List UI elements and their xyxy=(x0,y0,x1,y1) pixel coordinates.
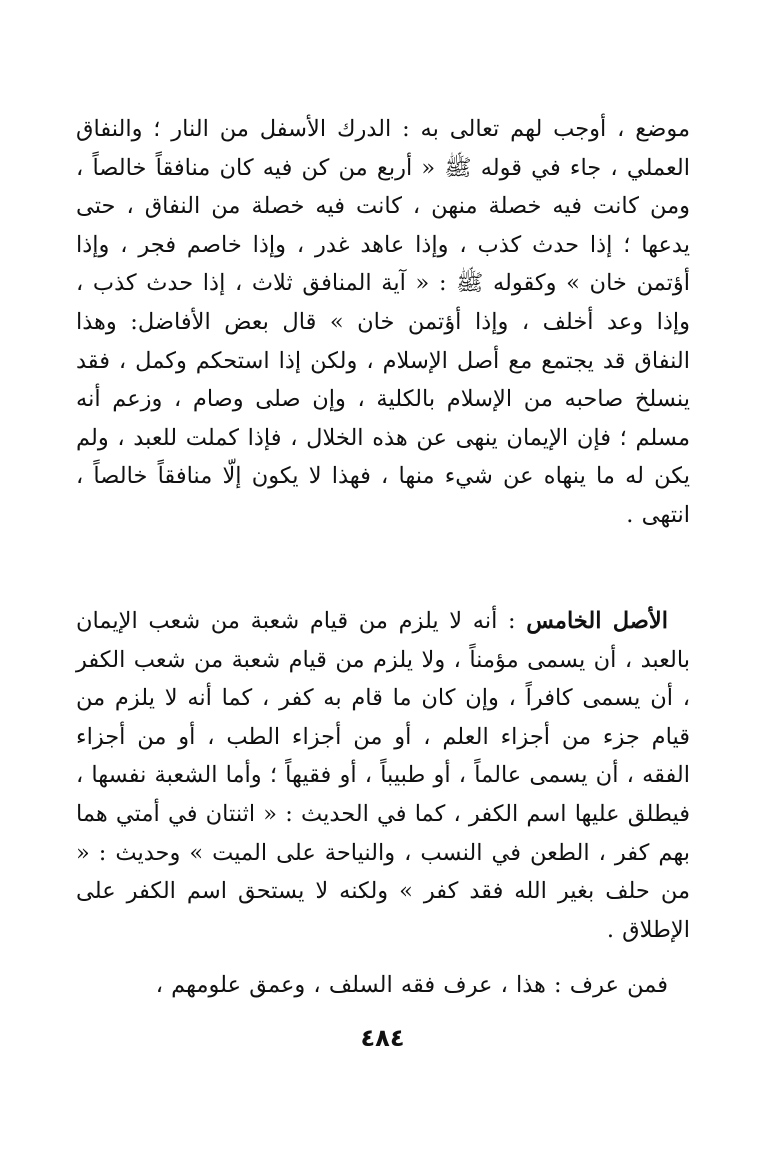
paragraph-body: : أنه لا يلزم من قيام شعبة من شعب الإيمان بالعبد ، أن يسمى مؤمناً ، ولا يلزم من قيام شعبة من شعب الكفر ، أن يسمى كافراً ، وإن كان ما قام به كفر ، كما أنه لا يلزم من قيام جزء من أجزاء العلم ، أو من أجزاء الطب ، أو من أجزاء الفقه ، أن يسمى عالماً ، أو طبيباً ، أو فقيهاً ؛ وأما الشعبة نفسها ، فيطلق عليها اسم الكفر ، كما في الحديث : « اثنتان في أمتي هما بهم كفر ، الطعن في النسب ، والنياحة على الميت » وحديث : « من حلف بغير الله فقد كفر » ولكنه لا يستحق اسم الكفر على الإطلاق . xyxy=(76,608,690,943)
paragraph-hypocrisy xyxy=(76,110,690,535)
paragraph-text xyxy=(76,602,690,949)
paragraph-fifth-principle xyxy=(76,602,690,949)
paragraph-conclusion xyxy=(76,966,690,1005)
paragraph-text: موضع ، أوجب لهم تعالى به : الدرك الأسفل من النار ؛ والنفاق العملي ، جاء في قوله ﷺ « أربع من كن فيه كان منافقاً خالصاً ، ومن كانت فيه خصلة منهن ، كانت فيه خصلة من النفاق ، حتى يدعها ؛ إذا حدث كذب ، وإذا عاهد غدر ، وإذا خاصم فجر ، وإذا أؤتمن خان » وكقوله ﷺ : « آية المنافق ثلاث ، إذا حدث كذب ، وإذا وعد أخلف ، وإذا أؤتمن خان » قال بعض الأفاضل: وهذا النفاق قد يجتمع مع أصل الإسلام ، ولكن إذا استحكم وكمل ، فقد ينسلخ صاحبه من الإسلام بالكلية ، وإن صلى وصام ، وزعم أنه مسلم ؛ فإن الإيمان ينهى عن هذه الخلال ، فإذا كملت للعبد ، ولم يكن له ما ينهاه عن شيء منها ، فهذا لا يكون إلّا منافقاً خالصاً ، انتهى . xyxy=(76,116,690,528)
section-heading-fifth-principle: الأصل الخامس xyxy=(526,608,668,634)
paragraph-text: فمن عرف : هذا ، عرف فقه السلف ، وعمق علومهم ، xyxy=(155,972,668,998)
page-number: ٤٨٤ xyxy=(360,1024,405,1052)
